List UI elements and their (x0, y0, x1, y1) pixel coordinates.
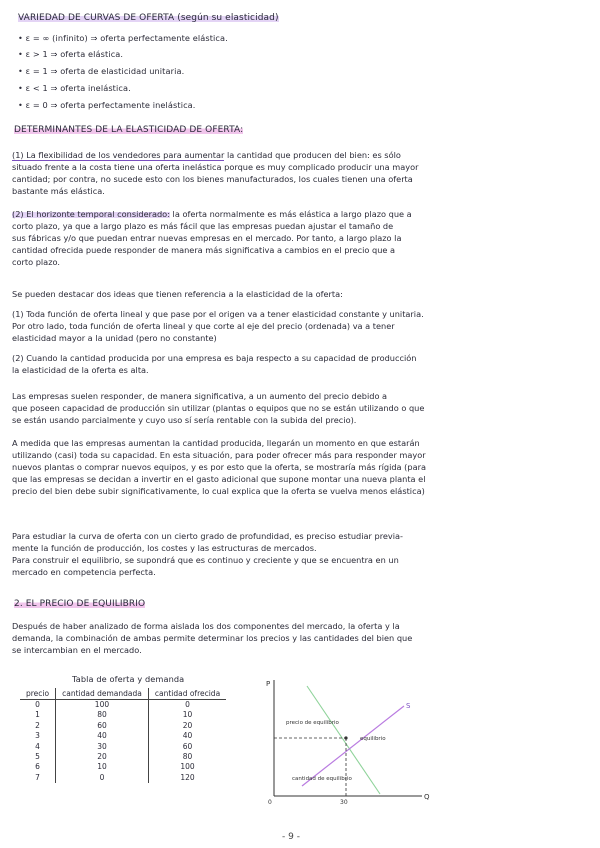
paragraph-idea-2 (12, 352, 416, 376)
section3-title (14, 599, 145, 610)
equilibrium-label: equilibrio (360, 736, 386, 742)
study-line: Para estudiar la curva de oferta con un cierto grado de profundidad, es preciso estudiar previa- (12, 531, 404, 541)
idea1-line: Por otro lado, toda función de oferta lineal y que corte al eje del precio (ordenada) va a tener (12, 321, 395, 331)
equilibrium-point (344, 736, 347, 739)
y-axis-label: P (266, 680, 271, 688)
idea2-line: la elasticidad de la oferta es alta. (12, 365, 149, 375)
full-capacity-line: utilizando (casi) toda su capacidad. En esta situación, para poder ofrecer más para responder mayor (12, 450, 426, 460)
horizon-line: corto plazo. (12, 257, 60, 267)
section1-title (18, 13, 279, 24)
elasticity-item-5: • ε = 0 ⇒ oferta perfectamente inelástica. (18, 100, 196, 110)
table-header-price: precio (20, 688, 56, 700)
study-line: mente la función de producción, los costes y las estructuras de mercados. (12, 543, 317, 553)
table-title: Tabla de oferta y demanda (72, 674, 185, 684)
table-cell: 4 (20, 742, 56, 752)
elasticity-item-4: • ε < 1 ⇒ oferta inelástica. (18, 83, 131, 93)
table-cell: 20 (56, 752, 149, 762)
price-label: precio de equilibrio (286, 720, 339, 726)
horizon-text: la oferta normalmente es más elástica a largo plazo que a (169, 209, 412, 219)
page-number: - 9 - (282, 832, 300, 842)
equilibrium-line: demanda, la combinación de ambas permite determinar los precios y las cantidades del bien que (12, 633, 413, 643)
full-capacity-line: precio del bien debe subir significativamente, lo cual explica que la oferta se vuelva menos elástica) (12, 486, 425, 496)
table-cell: 80 (56, 710, 149, 720)
section2-title (14, 125, 243, 136)
table-cell: 30 (56, 742, 149, 752)
paragraph-idea-1 (12, 308, 424, 344)
table-cell: 1 (20, 710, 56, 720)
equilibrium-line: Después de haber analizado de forma aislada los dos componentes del mercado, la oferta y la (12, 621, 400, 631)
paragraph-full-capacity (12, 437, 426, 497)
table-cell: 6 (20, 762, 56, 772)
full-capacity-line: que las empresas se decidan a invertir en el gasto adicional que supone montar una nueva planta el (12, 474, 426, 484)
section3-title-text: 2. EL PRECIO DE EQUILIBRIO (14, 599, 146, 609)
elasticity-item-3: • ε = 1 ⇒ oferta de elasticidad unitaria. (18, 66, 185, 76)
table-row (20, 752, 226, 762)
capacity-line: Las empresas suelen responder, de manera significativa, a un aumento del precio debido a (12, 391, 388, 401)
table-row (20, 742, 226, 752)
table-cell: 7 (20, 773, 56, 783)
table-cell: 100 (56, 700, 149, 711)
x-axis-label: Q (424, 793, 430, 801)
flexibility-text: la cantidad que producen del bien: es sólo (224, 150, 401, 160)
q-tick: 30 (340, 799, 348, 806)
table-cell: 0 (56, 773, 149, 783)
quantity-label: cantidad de equilibrio (292, 776, 352, 782)
idea2-line: (2) Cuando la cantidad producida por una empresa es baja respecto a su capacidad de producción (12, 353, 417, 363)
table-cell: 40 (182, 731, 193, 741)
paragraph-ideas-intro (12, 288, 343, 300)
study-line: Para construir el equilibrio, se supondrá que es continuo y creciente y que se encuentra en un (12, 555, 399, 565)
study-line: mercado en competencia perfecta. (12, 567, 156, 577)
table-cell: 2 (20, 721, 56, 731)
table-cell: 80 (182, 752, 193, 762)
full-capacity-line: A medida que las empresas aumentan la cantidad producida, llegarán un momento en que estarán (12, 438, 420, 448)
table-row (20, 762, 226, 772)
horizon-line: corto plazo, ya que a largo plazo es más fácil que las empresas puedan ajustar el tamaño de (12, 221, 394, 231)
table-cell: 120 (180, 772, 195, 782)
table-header-demanded: cantidad demandada (56, 688, 149, 700)
capacity-line: se están usando parcialmente y cuyo uso sí sería rentable con la subida del precio). (12, 415, 357, 425)
horizon-heading: (2) El horizonte temporal considerado: (12, 209, 170, 219)
table-body (20, 700, 226, 784)
paragraph-flexibility (12, 149, 418, 197)
idea1-line: (1) Toda función de oferta lineal y que pase por el origen va a tener elasticidad constante y unitaria. (12, 309, 424, 319)
table-cell: 0 (185, 700, 190, 709)
capacity-line: que poseen capacidad de producción sin utilizar (plantas o equipos que no se están utilizando o que (12, 403, 425, 413)
supply-curve (302, 706, 404, 786)
flexibility-line: situado frente a la costa tiene una oferta inelástica porque es muy complicado producir una mayor (12, 162, 419, 172)
flexibility-line: cantidad; por contra, no sucede esto con los bienes manufacturados, los cuales tienen una oferta (12, 174, 413, 184)
table-cell: 10 (56, 762, 149, 772)
section2-title-text: DETERMINANTES DE LA ELASTICIDAD DE OFERTA: (14, 125, 244, 135)
supply-label: S (406, 702, 411, 710)
table-cell: 40 (56, 731, 149, 741)
idea1-line: elasticidad mayor a la unidad (pero no constante) (12, 333, 217, 343)
flexibility-line: bastante más elástica. (12, 186, 105, 196)
table-row (20, 721, 226, 731)
elasticity-item-2: • ε > 1 ⇒ oferta elástica. (18, 49, 124, 59)
flexibility-heading: (1) La flexibilidad de los vendedores para aumentar (12, 150, 225, 160)
table-cell: 20 (182, 720, 193, 730)
horizon-line: sus fábricas y/o que puedan entrar nuevas empresas en el mercado. Por tanto, a largo plazo la (12, 233, 402, 243)
horizon-line: cantidad ofrecida puede responder de manera más significativa a cambios en el precio que a (12, 245, 396, 255)
table-cell: 0 (20, 700, 56, 711)
table-cell: 10 (182, 710, 193, 720)
equilibrium-line: se intercambian en el mercado. (12, 645, 142, 655)
elasticity-item-1: • ε = ∞ (infinito) ⇒ oferta perfectamente elástica. (18, 33, 228, 43)
table-cell: 100 (180, 762, 195, 772)
table-cell: 5 (20, 752, 56, 762)
table-row (20, 773, 226, 783)
table-cell: 3 (20, 731, 56, 741)
paragraph-study (12, 530, 403, 578)
paragraph-equilibrium (12, 620, 412, 656)
origin-label: 0 (268, 799, 272, 806)
section1-title-text: VARIEDAD DE CURVAS DE OFERTA (según su elasticidad) (18, 13, 279, 23)
paragraph-horizon (12, 208, 412, 268)
table-row (20, 700, 226, 711)
table-cell: 60 (182, 741, 193, 751)
table-row (20, 710, 226, 720)
full-capacity-line: nuevos plantas o comprar nuevos equipos, y es por esto que la oferta, se mostraría más rígida (para (12, 462, 426, 472)
table-cell: 60 (56, 721, 149, 731)
table-header-offered: cantidad ofrecida (148, 688, 226, 700)
paragraph-capacity (12, 390, 424, 426)
table-row (20, 731, 226, 741)
ideas-intro-line: Se pueden destacar dos ideas que tienen referencia a la elasticidad de la oferta: (12, 289, 343, 299)
supply-demand-table (20, 688, 226, 783)
equilibrium-graph (262, 676, 432, 806)
